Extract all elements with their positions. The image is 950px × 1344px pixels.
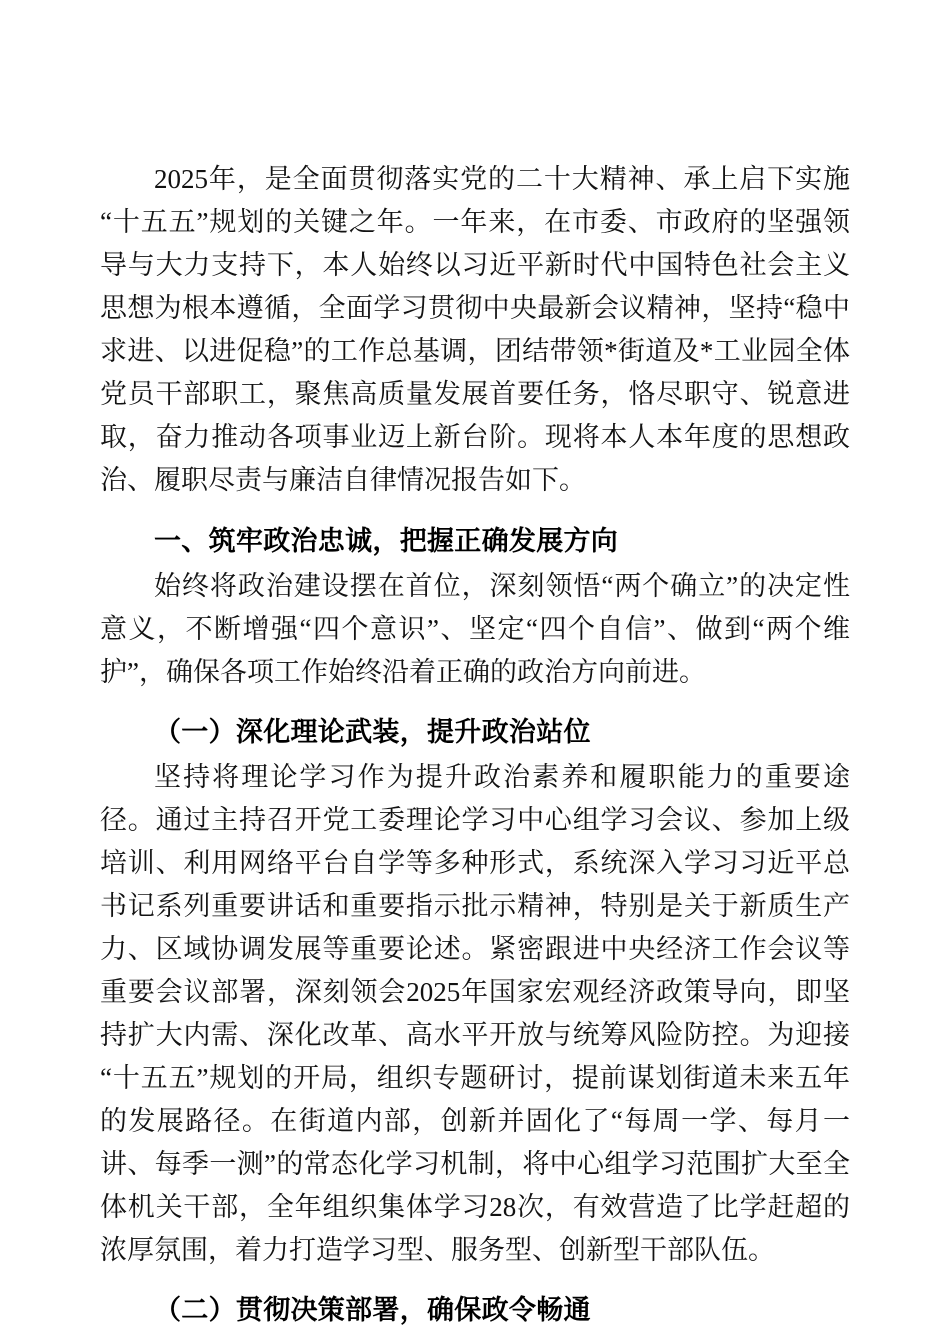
page-title [100, 0, 850, 116]
intro-paragraph: 2025年，是全面贯彻落实党的二十大精神、承上启下实施“十五五”规划的关键之年。一年来，在市委、市政府的坚强领导与大力支持下，本人始终以习近平新时代中国特色社会主义思想为根本遵循，全面学习贯彻中央最新会议精神，坚持“稳中求进、以进促稳”的工作总基调，团结带领*街道及*工业园全体党员干部职工，聚焦高质量发展首要任务，恪尽职守、锐意进取，奋力推动各项事业迈上新台阶。现将本人本年度的思想政治、履职尽责与廉洁自律情况报告如下。 [100, 164, 850, 495]
document-body [100, 0, 850, 1332]
subsection-1-paragraph: 坚持将理论学习作为提升政治素养和履职能力的重要途径。通过主持召开党工委理论学习中心组学习会议、参加上级培训、利用网络平台自学等多种形式，系统深入学习习近平总书记系列重要讲话和重要指示批示精神，特别是关于新质生产力、区域协调发展等重要论述。紧密跟进中央经济工作会议等重要会议部署，深刻领会2025年国家宏观经济政策导向，即坚持扩大内需、深化改革、高水平开放与统筹风险防控。为迎接“十五五”规划的开局，组织专题研讨，提前谋划街道未来五年的发展路径。在街道内部，创新并固化了“每周一学、每月一讲、每季一测”的常态化学习机制，将中心组学习范围扩大至全体机关干部，全年组织集体学习28次，有效营造了比学赶超的浓厚氛围，着力打造学习型、服务型、创新型干部队伍。 [100, 762, 850, 1265]
subsection-heading-2: （二）贯彻决策部署，确保政令畅通 [154, 1295, 591, 1325]
subsection-heading-1: （一）深化理论武装，提升政治站位 [154, 717, 591, 747]
section-heading-1: 一、筑牢政治忠诚，把握正确发展方向 [154, 526, 619, 556]
section-1-paragraph: 始终将政治建设摆在首位，深刻领悟“两个确立”的决定性意义，不断增强“四个意识”、坚定“四个自信”、做到“两个维护”，确保各项工作始终沿着正确的政治方向前进。 [100, 571, 850, 687]
